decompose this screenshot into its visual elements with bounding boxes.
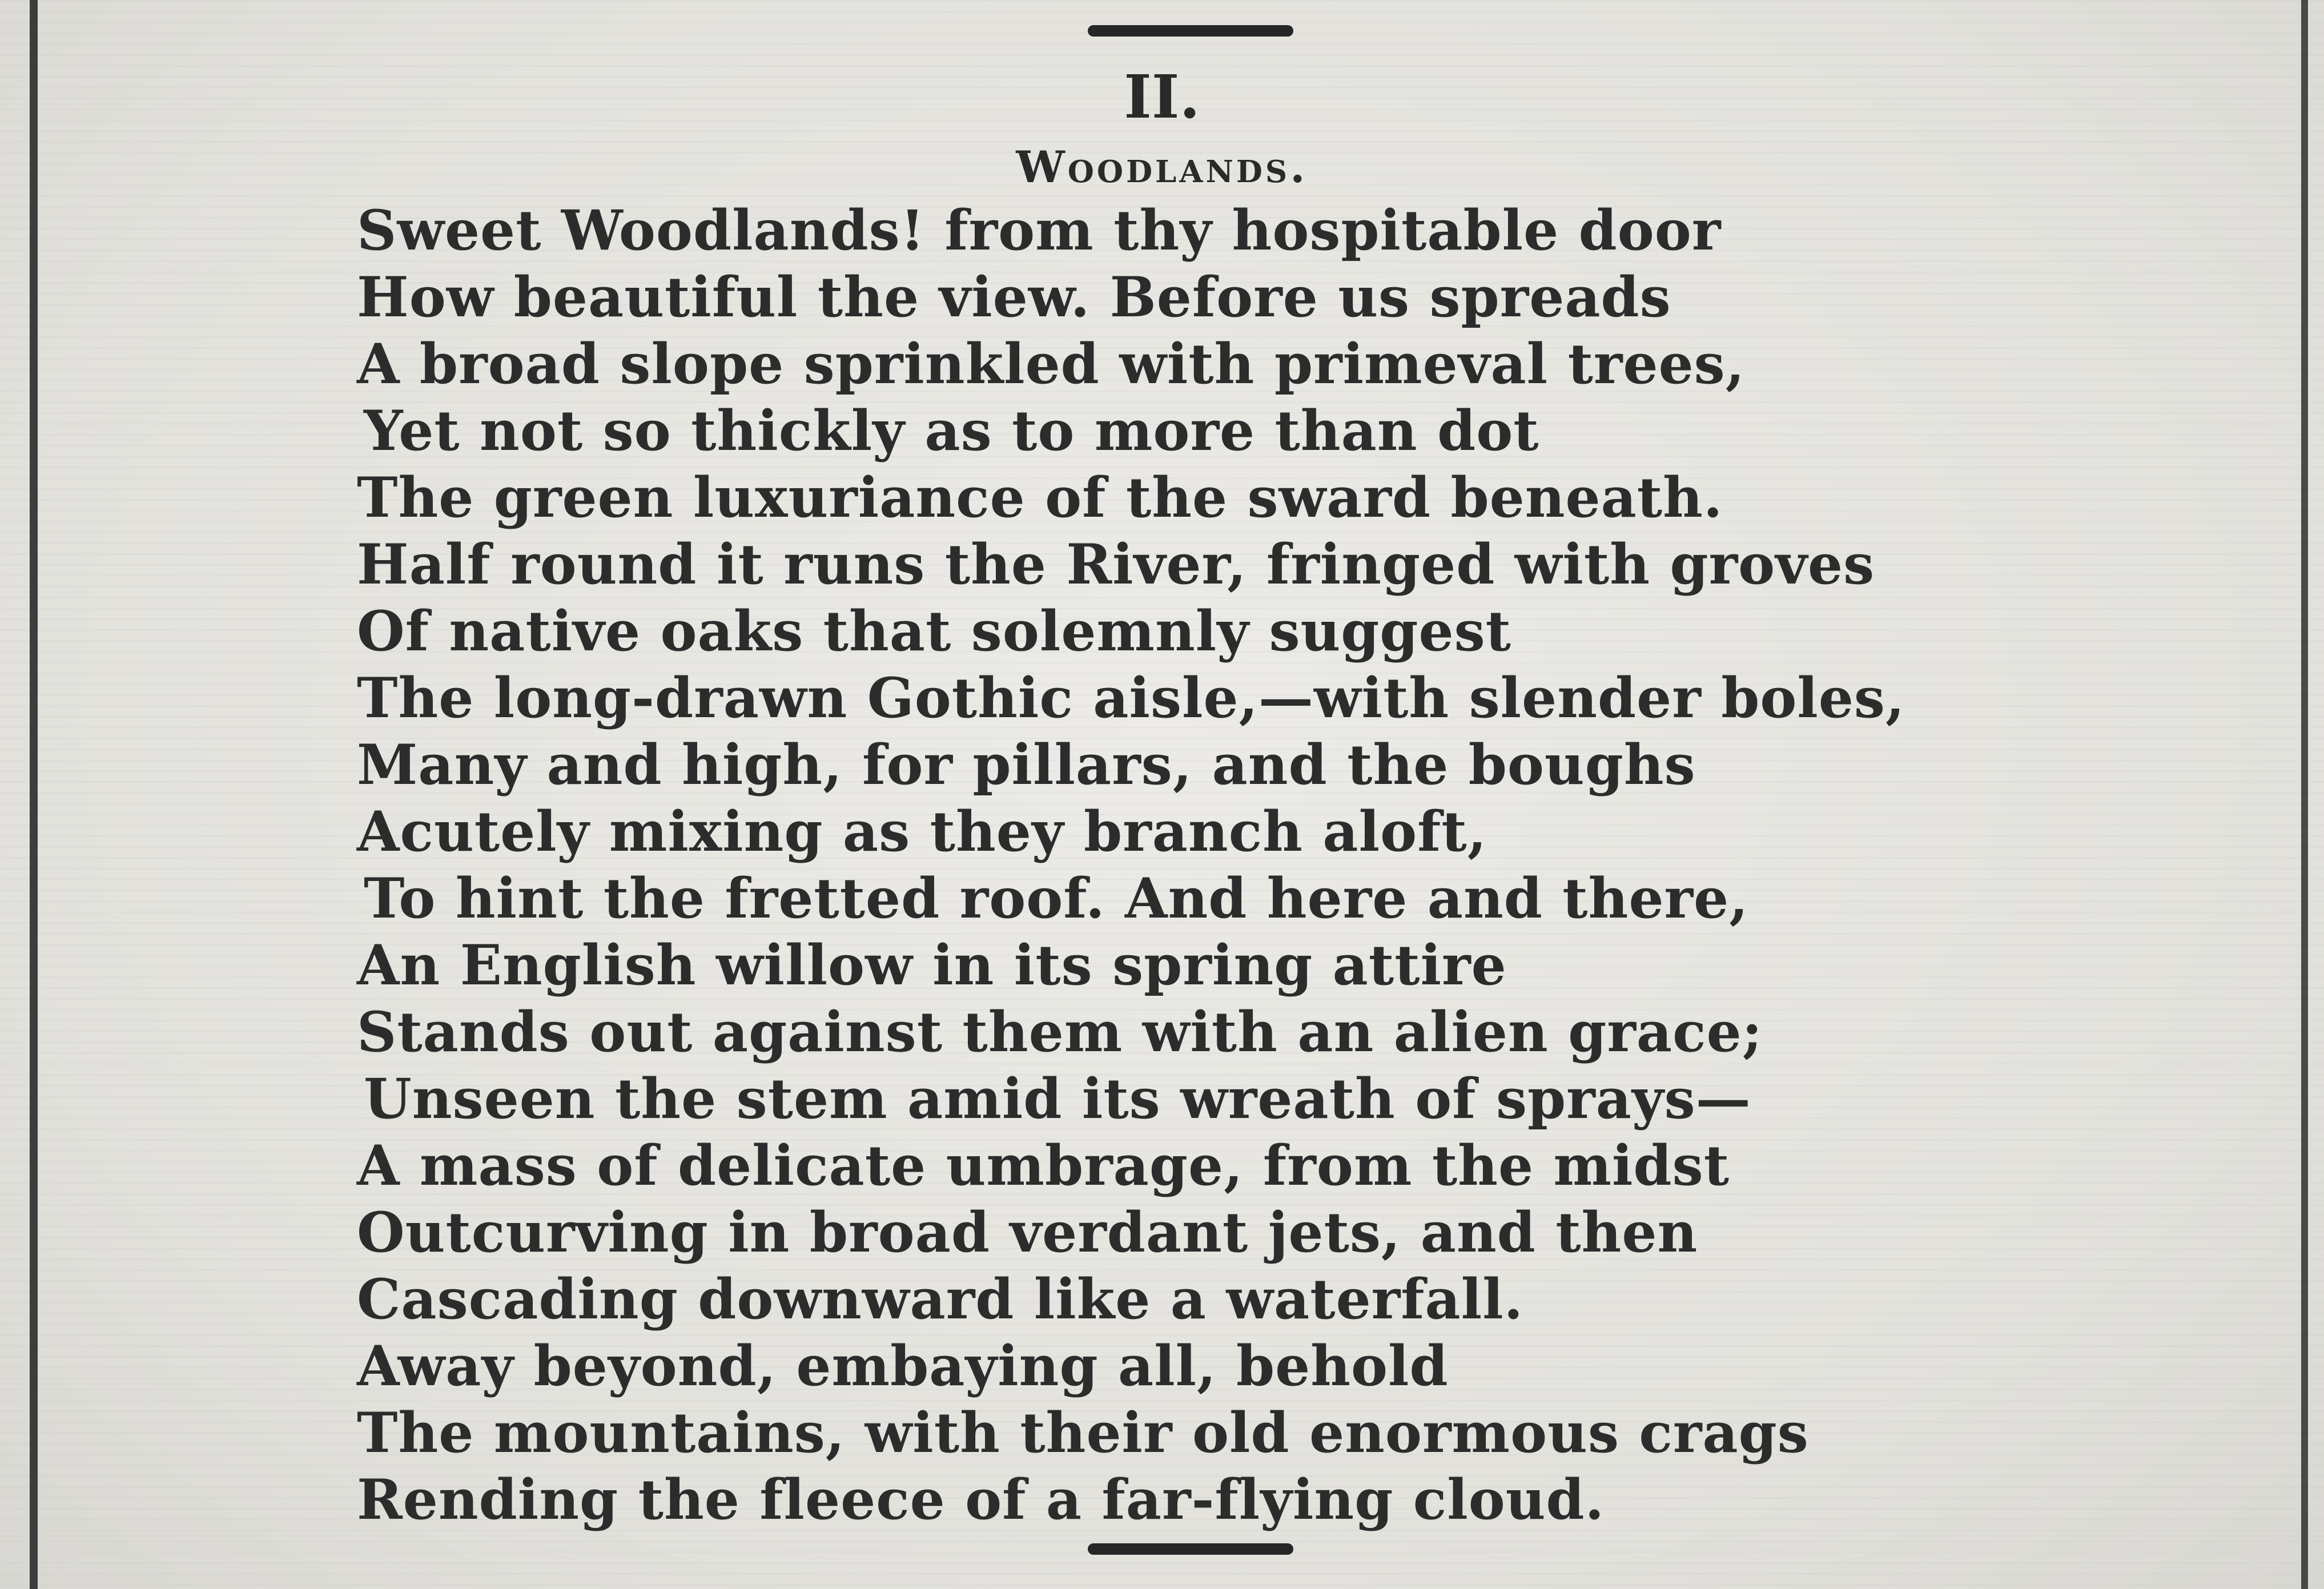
poem-title: Woodlands. — [1016, 142, 1308, 192]
poem-line: An English willow in its spring attire — [357, 933, 1507, 997]
column-rule-right — [2301, 0, 2308, 1589]
poem-line: Rending the fleece of a far-flying cloud. — [357, 1467, 1605, 1532]
poem-line: To hint the fretted roof. And here and there, — [364, 866, 1749, 931]
poem-line: Acutely mixing as they branch aloft, — [357, 799, 1487, 864]
section-divider-bottom — [1088, 1543, 1293, 1555]
poem-line: The green luxuriance of the sward beneath. — [357, 465, 1723, 530]
poem-line: The mountains, with their old enormous crags — [357, 1401, 1809, 1465]
poem-line: How beautiful the view. Before us spreads — [357, 265, 1671, 329]
poem-line: The long-drawn Gothic aisle,—with slender boles, — [357, 666, 1905, 730]
section-divider-top — [1088, 25, 1293, 37]
poem-line: Yet not so thickly as to more than dot — [364, 399, 1539, 463]
column-rule-left — [30, 0, 38, 1589]
poem-line: Cascading downward like a waterfall. — [357, 1267, 1524, 1331]
poem-line: A broad slope sprinkled with primeval trees, — [357, 332, 1746, 396]
poem-line: Half round it runs the River, fringed with groves — [357, 532, 1875, 597]
poem-line: Stands out against them with an alien grace; — [357, 1000, 1763, 1064]
section-number: II. — [1124, 62, 1200, 132]
poem-line: Outcurving in broad verdant jets, and then — [357, 1200, 1698, 1265]
poem-line: Unseen the stem amid its wreath of sprays— — [364, 1067, 1751, 1131]
poem-line: Of native oaks that solemnly suggest — [357, 599, 1511, 663]
poem-line: A mass of delicate umbrage, from the midst — [357, 1133, 1730, 1198]
poem-line: Sweet Woodlands! from thy hospitable door — [357, 198, 1722, 263]
poem-body — [357, 197, 2270, 1533]
poem-line: Away beyond, embaying all, behold — [357, 1334, 1449, 1398]
poem-line: Many and high, for pillars, and the boughs — [357, 733, 1696, 797]
